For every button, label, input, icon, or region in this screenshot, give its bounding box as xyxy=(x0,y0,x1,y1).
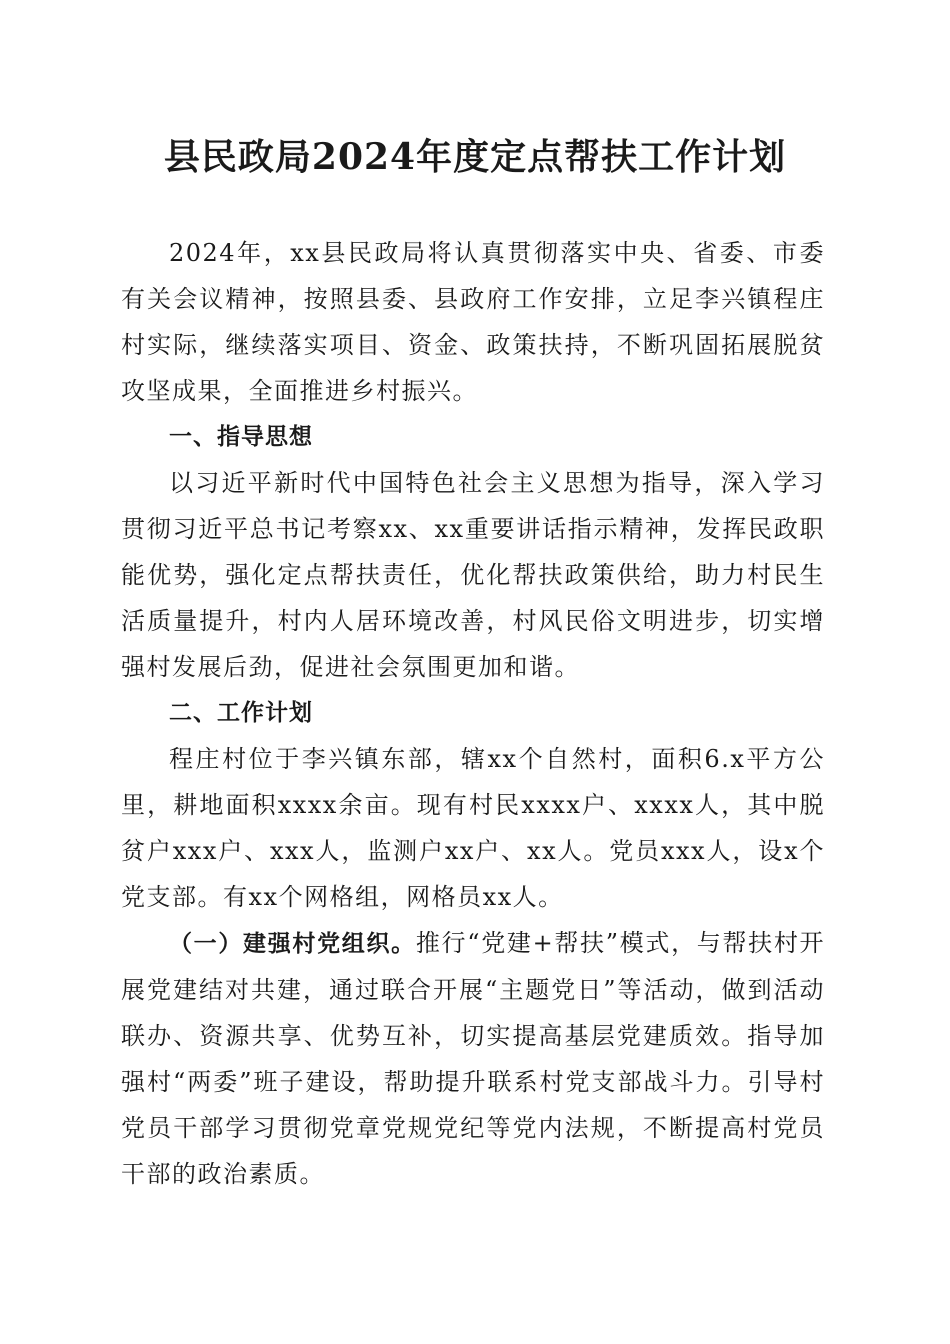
section-heading-work-plan: 二、工作计划 xyxy=(169,700,313,726)
section-heading-guiding-ideology: 一、指导思想 xyxy=(169,424,313,450)
village-overview-paragraph: 程庄村位于李兴镇东部，辖xx个自然村，面积6.x平方公里，耕地面积xxxx余亩。现有村民xxxx户、xxxx人，其中脱贫户xxx户、xxx人，监测户xx户、xx人。党员xxx人，设x个党支部。有xx个网格组，网格员xx人。 xyxy=(121,745,825,911)
document-body xyxy=(121,230,825,1197)
guiding-ideology-paragraph: 以习近平新时代中国特色社会主义思想为指导，深入学习贯彻习近平总书记考察xx、xx重要讲话指示精神，发挥民政职能优势，强化定点帮扶责任，优化帮扶政策供给，助力村民生活质量提升，村内人居环境改善，村风民俗文明进步，切实增强村发展后劲，促进社会氛围更加和谐。 xyxy=(121,469,825,681)
party-organization-text: 推行“党建+帮扶”模式，与帮扶村开展党建结对共建，通过联合开展“主题党日”等活动，做到活动联办、资源共享、优势互补，切实提高基层党建质效。指导加强村“两委”班子建设，帮助提升联系村党支部战斗力。引导村党员干部学习贯彻党章党规党纪等党内法规，不断提高村党员干部的政治素质。 xyxy=(121,929,826,1188)
intro-paragraph: 2024年，xx县民政局将认真贯彻落实中央、省委、市委有关会议精神，按照县委、县政府工作安排，立足李兴镇程庄村实际，继续落实项目、资金、政策扶持，不断巩固拓展脱贫攻坚成果，全面推进乡村振兴。 xyxy=(121,239,825,405)
party-organization-lead: （一）建强村党组织。 xyxy=(169,931,416,957)
party-organization-paragraph xyxy=(121,920,825,1197)
document-title: 县民政局2024年度定点帮扶工作计划 xyxy=(163,136,787,178)
